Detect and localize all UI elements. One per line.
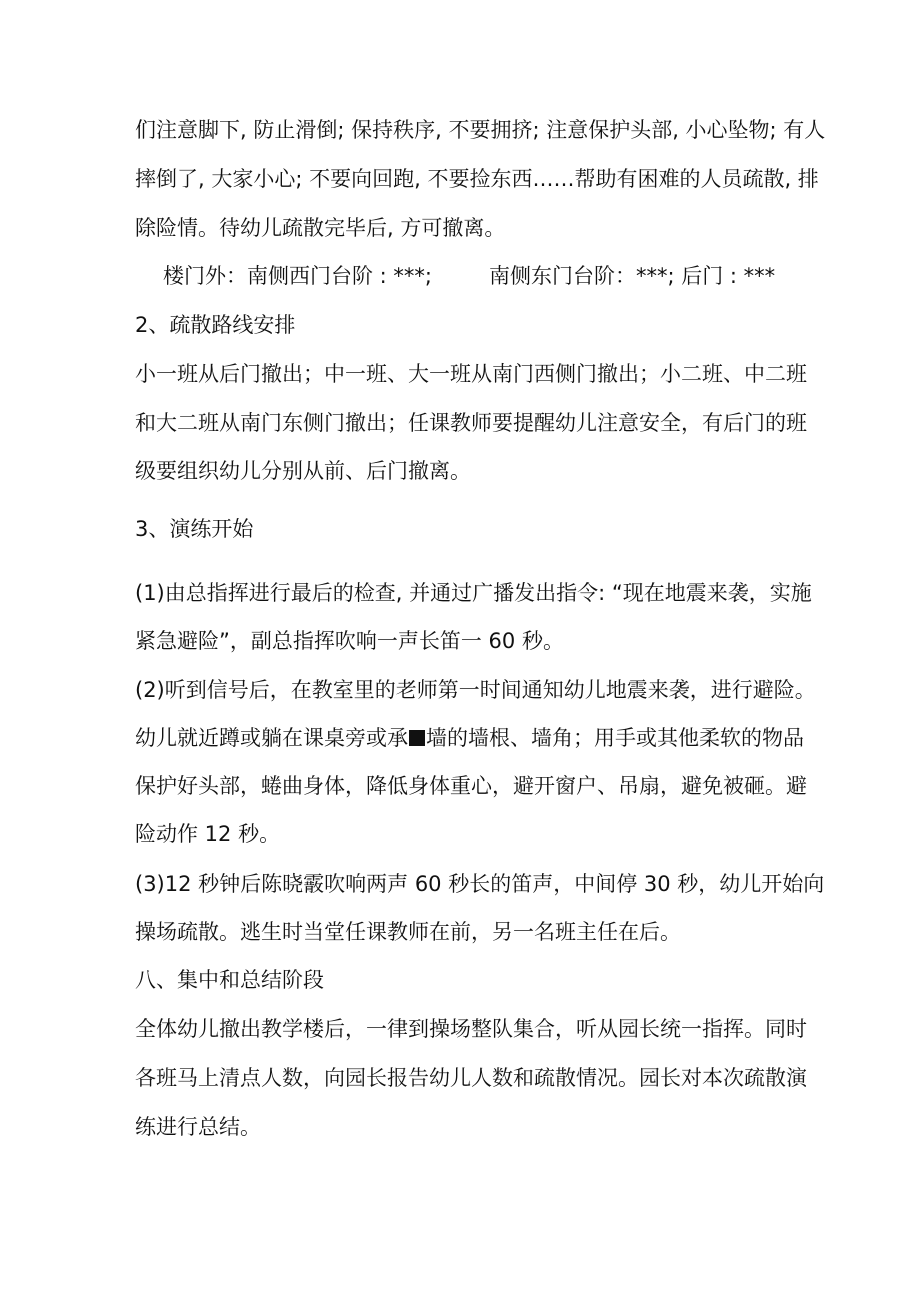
exit-line-left: 楼门外：南侧西门台阶 : ***; xyxy=(163,264,433,288)
section-heading: 八、集中和总结阶段 xyxy=(135,968,324,992)
paragraph-line: 练进行总结。 xyxy=(135,1115,261,1139)
paragraph-line: 各班马上清点人数，向园长报告幼儿人数和疏散情况。园长对本次疏散演 xyxy=(135,1066,807,1090)
paragraph-line: 们注意脚下, 防止滑倒; 保持秩序, 不要拥挤; 注意保护头部, 小心坠物; 有人 xyxy=(135,118,826,142)
paragraph-line: 和大二班从南门东侧门撤出；任课教师要提醒幼儿注意安全，有后门的班 xyxy=(135,411,807,435)
paragraph-line: 摔倒了, 大家小心; 不要向回跑, 不要捡东西……帮助有困难的人员疏散, 排 xyxy=(135,167,819,191)
paragraph-line: (2)听到信号后，在教室里的老师第一时间通知幼儿地震来袭，进行避险。 xyxy=(135,678,816,702)
paragraph-line: 保护好头部，蜷曲身体，降低身体重心，避开窗户、吊扇，避免被砸。避 xyxy=(135,774,807,798)
paragraph-line-with-redaction xyxy=(135,724,804,752)
paragraph-line: 险动作 12 秒。 xyxy=(135,822,281,846)
paragraph-line: (1)由总指挥进行最后的检查, 并通过广播发出指令: “现在地震来袭，实施 xyxy=(135,581,812,605)
paragraph-line: 操场疏散。逃生时当堂任课教师在前，另一名班主任在后。 xyxy=(135,920,681,944)
paragraph-line: 除险情。待幼儿疏散完毕后, 方可撤离。 xyxy=(135,216,506,240)
paragraph-line: 小一班从后门撤出；中一班、大一班从南门西侧门撤出；小二班、中二班 xyxy=(135,362,807,386)
section-heading: 2、疏散路线安排 xyxy=(135,313,296,337)
paragraph-line: 级要组织幼儿分别从前、后门撤离。 xyxy=(135,459,471,483)
text-segment: 幼儿就近蹲或躺在课桌旁或承 xyxy=(135,726,408,750)
redaction-square-icon xyxy=(409,730,425,746)
paragraph-line: (3)12 秒钟后陈晓霰吹响两声 60 秒长的笛声，中间停 30 秒，幼儿开始向 xyxy=(135,872,825,896)
paragraph-line: 紧急避险”，副总指挥吹响一声长笛一 60 秒。 xyxy=(135,629,564,653)
text-segment: 墙的墙根、墙角；用手或其他柔软的物品 xyxy=(426,726,804,750)
exit-line-right: 南侧东门台阶：***; 后门 : *** xyxy=(489,264,776,288)
section-heading: 3、演练开始 xyxy=(135,517,254,541)
paragraph-line: 全体幼儿撤出教学楼后，一律到操场整队集合，听从园长统一指挥。同时 xyxy=(135,1017,807,1041)
